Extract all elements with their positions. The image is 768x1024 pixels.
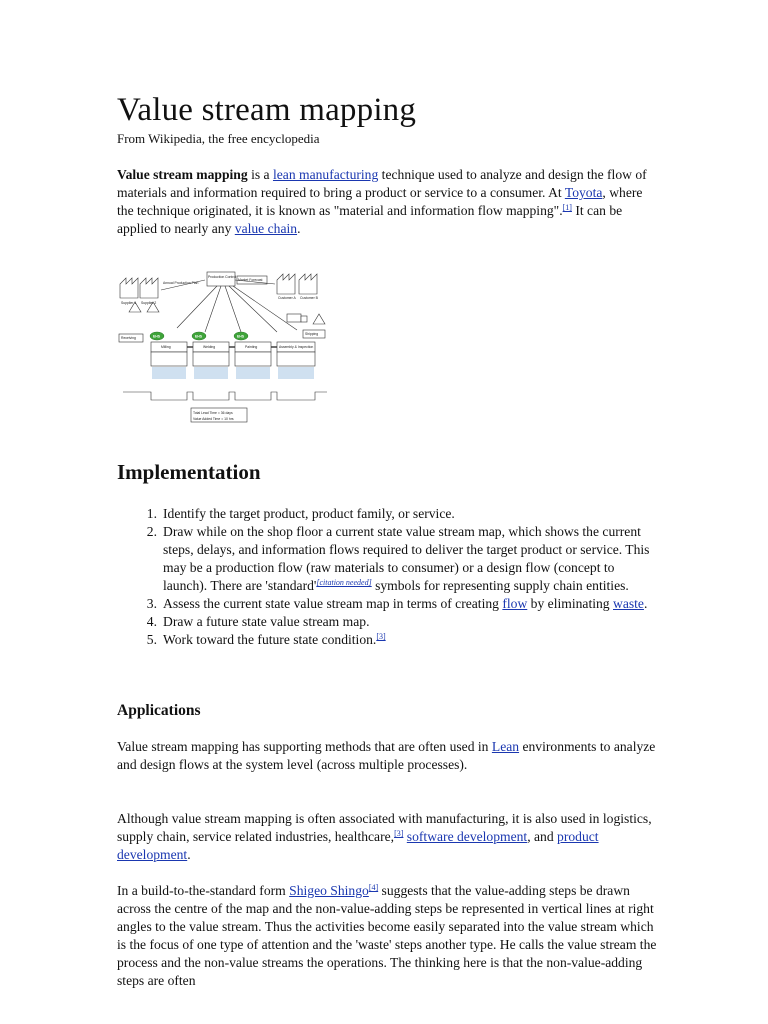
applications-paragraph-2 xyxy=(117,810,657,864)
diagram-ehs-label: EHS xyxy=(153,334,160,339)
diagram-label: Shipping xyxy=(305,332,319,336)
diagram-label: Receiving xyxy=(121,336,136,340)
list-text: symbols for representing supply chain entities. xyxy=(371,578,629,593)
citation-needed-link[interactable]: [citation needed] xyxy=(316,578,372,587)
diagram-label: Welding xyxy=(203,345,216,349)
para-text: environments to analyze and design flows at the system level (across multiple processes). xyxy=(117,739,656,772)
list-text: Assess the current state value stream map in terms of creating xyxy=(163,596,503,611)
intro-text: It can be applied to nearly any xyxy=(117,203,623,236)
implementation-steps xyxy=(117,505,657,649)
intro-text: technique used to analyze and design the flow of materials and information required to bring a product or service to a consumer. At xyxy=(117,167,647,200)
list-number: 5. xyxy=(146,632,157,647)
ref-3[interactable]: [3] xyxy=(376,632,386,641)
diagram-label: Milling xyxy=(161,345,171,349)
list-text: . xyxy=(643,596,648,611)
link-toyota[interactable]: Toyota xyxy=(564,185,603,200)
section-heading-applications: Applications xyxy=(117,702,201,719)
list-text: Identify the target product, product family, or service. xyxy=(163,506,455,521)
diagram-label: Annual Production Plan xyxy=(163,281,199,285)
diagram-label: Assembly & Inspection xyxy=(279,345,314,349)
list-number: 4. xyxy=(146,614,157,629)
ref-3[interactable]: [3] xyxy=(394,829,404,838)
diagram-label: Value Added Time = 10 hrs xyxy=(193,417,234,421)
diagram-ehs-label: EHS xyxy=(237,334,244,339)
diagram-label: Customer B xyxy=(300,296,318,300)
ref-4[interactable]: [4] xyxy=(368,883,379,892)
para-text: In a build-to-the-standard form xyxy=(117,883,290,898)
intro-text: , where the technique originated, it is known as "material and information flow mapping". xyxy=(117,185,643,218)
diagram-ehs-label: EHS xyxy=(195,334,202,339)
link-flow[interactable]: flow xyxy=(502,596,528,611)
list-number: 3. xyxy=(146,596,157,611)
para-text: Although value stream mapping is often associated with manufacturing, it is also used in logistics, supply chain, service related industries, healthcare, xyxy=(117,811,652,844)
diagram-label: Customer A xyxy=(278,296,296,300)
list-text: Work toward the future state condition. xyxy=(163,632,377,647)
list-text: Draw a future state value stream map. xyxy=(163,614,370,629)
diagram-label: Supplier 2 xyxy=(141,301,157,305)
applications-paragraph-3 xyxy=(117,882,657,990)
link-value-chain[interactable]: value chain xyxy=(234,221,298,236)
list-item xyxy=(146,631,657,649)
list-item xyxy=(146,595,657,613)
para-text: , and xyxy=(527,829,558,844)
link-lean-manufacturing[interactable]: lean manufacturing xyxy=(272,167,379,182)
link-software-development[interactable]: software development xyxy=(406,829,528,844)
para-text: Value stream mapping has supporting methods that are often used in xyxy=(117,739,492,754)
list-item xyxy=(146,505,657,523)
diagram-label: Supplier 1 xyxy=(121,301,137,305)
intro-paragraph xyxy=(117,166,657,238)
value-stream-map-diagram[interactable] xyxy=(117,268,333,428)
list-text: by eliminating xyxy=(527,596,613,611)
diagram-label: Total Lead Time = 36 days xyxy=(193,411,233,415)
list-number: 1. xyxy=(146,506,157,521)
link-product-development[interactable]: product development xyxy=(117,829,599,862)
diagram-label: Production Control xyxy=(208,275,237,279)
intro-text: . xyxy=(297,221,301,236)
list-item xyxy=(146,613,657,631)
link-waste[interactable]: waste xyxy=(613,596,644,611)
link-lean[interactable]: Lean xyxy=(491,739,520,754)
page-tagline: From Wikipedia, the free encyclopedia xyxy=(117,131,320,146)
list-text: Draw while on the shop floor a current state value stream map, which shows the current steps, delays, and information flows required to deliver the target product or service. This may be a production flow (raw materials to consumer) or a design flow (concept to launch). There are 'standard' xyxy=(163,524,650,593)
intro-bold-term: Value stream mapping xyxy=(117,167,248,182)
link-shigeo-shingo[interactable]: Shigeo Shingo xyxy=(289,883,369,898)
applications-paragraph-1 xyxy=(117,738,657,774)
para-text: . xyxy=(187,847,191,862)
ref-1[interactable]: [1] xyxy=(562,203,572,212)
diagram-label: Painting xyxy=(245,345,258,349)
list-item xyxy=(146,523,657,595)
section-heading-implementation: Implementation xyxy=(117,460,261,484)
diagram-label: Market Forecast xyxy=(238,278,263,282)
para-text: suggests that the value-adding steps be drawn across the centre of the map and the non-value-adding steps be represented in vertical lines at right angles to the value stream. Thus the activities become easily separated into the value stream which is the focus of one type of attention and the 'waste' steps another type. He calls the value stream the process and the non-value streams the operations. The thinking here is that the non-value-adding steps are often xyxy=(117,883,657,988)
intro-text: is a xyxy=(247,167,273,182)
page-title: Value stream mapping xyxy=(117,92,417,128)
list-number: 2. xyxy=(146,524,157,539)
